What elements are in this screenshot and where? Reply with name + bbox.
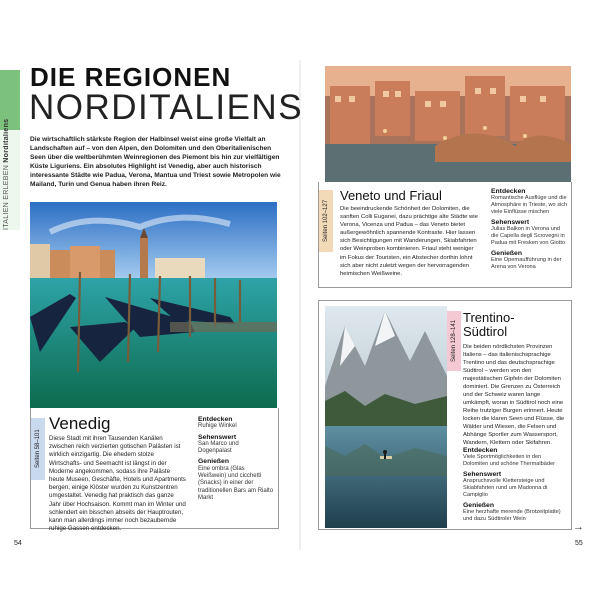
veneto-fact-text: Eine Opernaufführung in der Arena von Verona [491, 257, 562, 270]
venedig-pages-tab [31, 418, 45, 480]
veneto-pages-tab [319, 190, 333, 252]
venedig-card [30, 408, 279, 533]
chapter-tab-label [3, 80, 17, 230]
trentino-fact-heading: Sehenswert [463, 471, 502, 478]
trentino-heading-line1: Trentino- [463, 310, 515, 325]
intro-paragraph: Die wirtschaftlich stärkste Region der Halbinsel weist eine große Vielfalt an Landschaften auf – von den Alpen, den Dolomiten und den Oberitalienischen Seen über die weltberühmten Weinregionen des Piemont bis hin zur vielfältigen Küste Liguriens. Ein absolutes Highlight ist Venedig, aber auch historisch interessante Städte wie Padua, Verona, Mantua und Triest sowie Metropolen wie Mailand, Turin und Genua haben ihren Reiz. [30, 136, 281, 189]
venice-gondolas-photo [30, 202, 277, 408]
trentino-fact-text: Viele Sportmöglichkeiten in den Dolomiten und schöne Thermalbäder [463, 454, 555, 467]
venedig-fact-heading: Genießen [198, 458, 229, 466]
verona-city-photo [325, 66, 571, 182]
page-number-left: 54 [14, 540, 22, 547]
venedig-facts [198, 416, 274, 502]
chapter-tab-bold: Norditaliens [3, 118, 10, 163]
veneto-fact-text: Julias Balkon in Verona und die Capella degli Scrovegni in Padua mit Fresken von Giotto [491, 226, 565, 246]
venedig-fact-heading: Sehenswert [198, 433, 237, 441]
veneto-text: Die beeindruckende Schönheit der Dolomiten, die sanften Colli Euganei, dazu prächtige alte Städte wie Verona, Vicenza und Padua – das Veneto bietet außergewöhnlich spannende Kontraste. Hier lassen sich Besichtigungen mit Wanderungen, Skiabfahrten oder Weinproben kombinieren. Friaul steht weniger im Fokus der Touristen, ein Abstecher dorthin lohnt sich aber nicht zuletzt wegen der hervorragenden heimischen Weißweine. [340, 206, 478, 277]
trentino-fact-text: Anspruchsvolle Klettersteige und Skiabfahrten rund um Madonna di Campiglio [463, 478, 548, 498]
veneto-fact-text: Romantische Ausflüge und die Atmosphäre in Trieste, wo sich viele Einflüsse mischen [491, 195, 568, 215]
venedig-heading: Venedig [49, 414, 111, 433]
book-gutter [299, 60, 301, 550]
next-arrow-icon[interactable]: → [573, 521, 584, 533]
trentino-heading-line2: Südtirol [463, 324, 508, 339]
dolomites-lake-photo [325, 306, 447, 528]
trentino-pages-label: Seiten 128–141 [451, 319, 457, 363]
trentino-heading [463, 311, 515, 339]
page-title-line2: NORDITALIENS [29, 88, 304, 127]
veneto-facts [491, 188, 569, 271]
veneto-heading: Veneto und Friaul [340, 188, 442, 203]
trentino-fact-heading: Entdecken [463, 447, 498, 454]
venedig-text: Diese Stadt mit ihren Tausenden Kanälen zwischen reich verzierten gotischen Palästen ist wirklich einzigartig. Die ehedem stolze Wirtschafts- und Seemacht ist längst in der Moderne angekommen, sodass ihre Paläste heute Museen, Geschäfte, Hotels und Apartments bergen, einige Klöster wurden zu Kunstzentren umgestaltet. Venedig hat praktisch das ganze Jahr über Hochsaison. Kommt man im Winter und schlendert ein bisschen abseits der Hauptrouten, kann man allerdings immer noch bezaubernde ruhige Gassen entdecken. [49, 435, 186, 533]
trentino-fact-text: Eine herzhafte merende (Brotzeitplatte) und dazu Südtiroler Wein [463, 509, 561, 522]
page-number-right: 55 [575, 540, 583, 547]
veneto-fact-heading: Entdecken [491, 188, 526, 195]
page-title-line1: DIE REGIONEN [30, 62, 232, 92]
venedig-fact-text: San Marco und Dogenpalast [198, 440, 239, 455]
trentino-facts [463, 447, 567, 523]
venedig-pages-label: Seiten 58–101 [35, 429, 41, 469]
trentino-pages-tab [447, 311, 461, 371]
trentino-fact-heading: Genießen [463, 502, 494, 509]
veneto-fact-heading: Sehenswert [491, 219, 530, 226]
venedig-fact-text: Ruhige Winkel [198, 423, 237, 430]
chapter-tab-prefix: ITALIEN ERLEBEN [3, 164, 10, 230]
venedig-fact-heading: Entdecken [198, 416, 233, 423]
veneto-card [318, 182, 572, 288]
trentino-text: Die beiden nördlichsten Provinzen Italiens – das italienischsprachige Trentino und das deutschsprachige Südtirol – werden von den majestätischen Gipfeln der Dolomiten dominiert. Die Grenzen zu Österreich und der Schweiz waren lange umkämpft, woran in Südtirol noch eine Reihe trutziger Burgen erinnert. Heute locken die klaren Seen und Flüsse, die Wälder und Wiesen, die Felsen und Abhänge Sportler zum Wassersport, Wandern, Klettern oder Skifahren. [463, 344, 565, 446]
veneto-fact-heading: Genießen [491, 250, 522, 257]
veneto-pages-label: Seiten 102–127 [323, 199, 329, 243]
venedig-fact-text: Eine ombra (Glas Weißwein) und cicchetti (Snacks) in einer der traditionellen Bars am Rialto Markt [198, 465, 274, 501]
